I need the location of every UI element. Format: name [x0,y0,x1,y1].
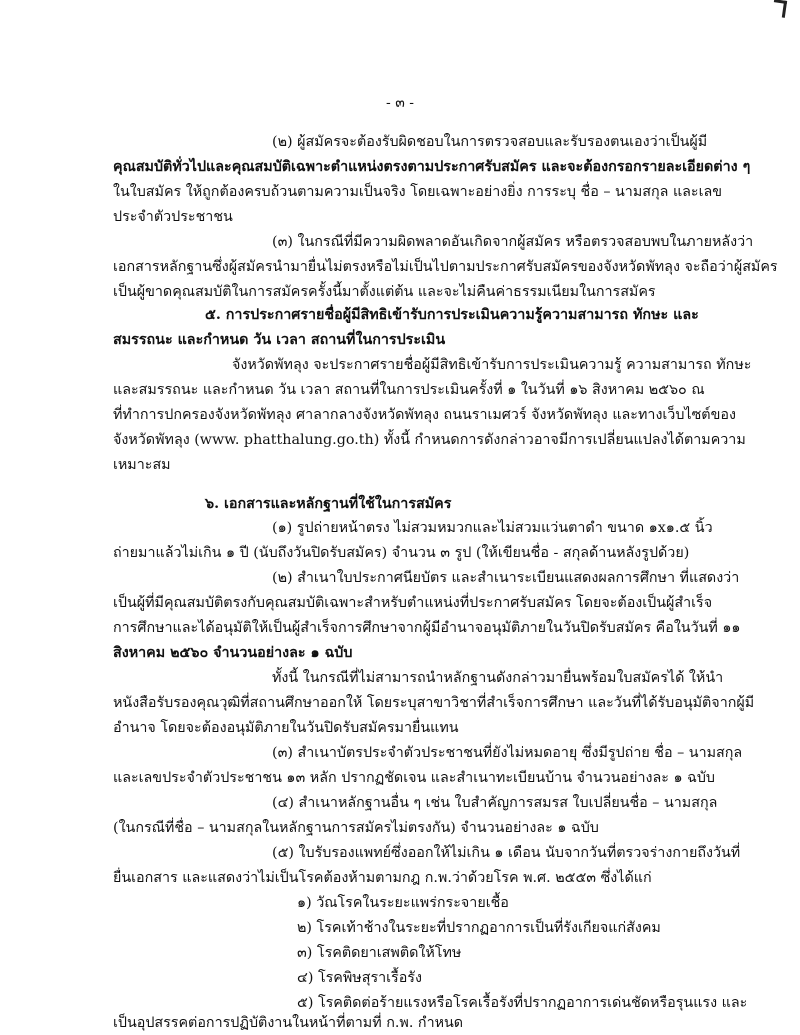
scan-corner-mark [772,0,787,18]
list-item: ๒) โรคเท้าช้างในระยะที่ปรากฏอาการเป็นที่รังเกียจแก่สังคม [297,920,661,936]
text-line: (๕) ใบรับรองแพทย์ซึ่งออกให้ไม่เกิน ๑ เดือน นับจากวันที่ตรวจร่างกายถึงวันที่ [272,845,741,861]
text-line: เป็นผู้ขาดคุณสมบัติในการสมัครครั้งนี้มาตั้งแต่ต้น และจะไม่คืนค่าธรรมเนียมในการสมัคร [113,284,656,300]
text-line: ประจำตัวประชาชน [113,209,233,225]
text-line: เป็นอุปสรรคต่อการปฏิบัติงานในหน้าที่ตามที่ ก.พ. กำหนด [113,1015,464,1031]
text-line: ในใบสมัคร ให้ถูกต้องครบถ้วนตามความเป็นจริง โดยเฉพาะอย่างยิ่ง การระบุ ชื่อ – นามสกุล และเลข [113,184,723,200]
section-heading-6: ๖. เอกสารและหลักฐานที่ใช้ในการสมัคร [205,496,452,512]
text-line: จังหวัดพัทลุง จะประกาศรายชื่อผู้มีสิทธิเข้ารับการประเมินความรู้ ความสามารถ ทักษะ [232,357,752,373]
list-item: ๓) โรคติดยาเสพติดให้โทษ [297,945,462,961]
text-line: ถ่ายมาแล้วไม่เกิน ๑ ปี (นับถึงวันปิดรับสมัคร) จำนวน ๓ รูป (ให้เขียนชื่อ - สกุลด้านหลังรูปด้วย) [113,545,690,561]
text-line: สิงหาคม ๒๕๖๐ จำนวนอย่างละ ๑ ฉบับ [113,645,353,661]
list-item: ๔) โรคพิษสุราเรื้อรัง [297,970,422,986]
section-heading-5: ๕. การประกาศรายชื่อผู้มีสิทธิเข้ารับการประเมินความรู้ความสามารถ ทักษะ และ [205,307,699,323]
text-line: (ในกรณีที่ชื่อ – นามสกุลในหลักฐานการสมัครไม่ตรงกัน) จำนวนอย่างละ ๑ ฉบับ [113,820,599,836]
text-line: ยื่นเอกสาร และแสดงว่าไม่เป็นโรคต้องห้ามตามกฎ ก.พ.ว่าด้วยโรค พ.ศ. ๒๕๕๓ ซึ่งได้แก่ [113,870,652,886]
text-line: (๓) สำเนาบัตรประจำตัวประชาชนที่ยังไม่หมดอายุ ซึ่งมีรูปถ่าย ชื่อ – นามสกุล [272,745,743,761]
text-line: (๓) ในกรณีที่มีความผิดพลาดอันเกิดจากผู้สมัคร หรือตรวจสอบพบในภายหลังว่า [272,234,754,250]
text-line: ที่ทำการปกครองจังหวัดพัทลุง ศาลากลางจังหวัดพัทลุง ถนนราเมศวร์ จังหวัดพัทลุง และทางเว็บไซต์ของ [113,407,736,423]
section-heading-5-cont: สมรรถนะ และกำหนด วัน เวลา สถานที่ในการประเมิน [113,332,446,348]
list-item: ๕) โรคติดต่อร้ายแรงหรือโรคเรื้อรังที่ปรากฏอาการเด่นชัดหรือรุนแรง และ [297,995,748,1011]
text-line: การศึกษาและได้อนุมัติให้เป็นผู้สำเร็จการศึกษาจากผู้มีอำนาจอนุมัติภายในวันปิดรับสมัคร คือในวันที่ ๑๑ [113,620,741,636]
text-line: (๒) สำเนาใบประกาศนียบัตร และสำเนาระเบียนแสดงผลการศึกษา ที่แสดงว่า [272,570,740,586]
text-line: (๑) รูปถ่ายหน้าตรง ไม่สวมหมวกและไม่สวมแว่นตาดำ ขนาด ๑x๑.๕ นิ้ว [272,520,713,536]
text-line: คุณสมบัติทั่วไปและคุณสมบัติเฉพาะตำแหน่งตรงตามประกาศรับสมัคร และจะต้องกรอกรายละเอียดต่าง ๆ [113,159,751,175]
text-line: หนังสือรับรองคุณวุฒิที่สถานศึกษาออกให้ โดยระบุสาขาวิชาที่สำเร็จการศึกษา และวันที่ได้รับอนุมัติจากผู้มี [113,695,755,711]
text-line: และสมรรถนะ และกำหนด วัน เวลา สถานที่ในการประเมินครั้งที่ ๑ ในวันที่ ๑๖ สิงหาคม ๒๕๖๐ ณ [113,382,705,398]
text-line: ทั้งนี้ ในกรณีที่ไม่สามารถนำหลักฐานดังกล่าวมายื่นพร้อมใบสมัครได้ ให้นำ [272,670,724,686]
text-line: เอกสารหลักฐานซึ่งผู้สมัครนำมายื่นไม่ตรงหรือไม่เป็นไปตามประกาศรับสมัครของจังหวัดพัทลุง จะถือว่าผู้สมัคร [113,259,778,275]
page-number: - ๓ - [386,95,414,111]
text-line: อำนาจ โดยจะต้องอนุมัติภายในวันปิดรับสมัครมายื่นแทน [113,720,459,736]
text-line: และเลขประจำตัวประชาชน ๑๓ หลัก ปรากฏชัดเจน และสำเนาทะเบียนบ้าน จำนวนอย่างละ ๑ ฉบับ [113,770,715,786]
list-item: ๑) วัณโรคในระยะแพร่กระจายเชื้อ [297,895,509,911]
text-line: เหมาะสม [113,457,171,473]
text-line: (๔) สำเนาหลักฐานอื่น ๆ เช่น ใบสำคัญการสมรส ใบเปลี่ยนชื่อ – นามสกุล [272,795,718,811]
text-line: เป็นผู้ที่มีคุณสมบัติตรงกับคุณสมบัติเฉพาะสำหรับตำแหน่งที่ประกาศรับสมัคร โดยจะต้องเป็นผู้สำเร็จ [113,595,713,611]
text-line: (๒) ผู้สมัครจะต้องรับผิดชอบในการตรวจสอบและรับรองตนเองว่าเป็นผู้มี [272,134,708,150]
text-line: จังหวัดพัทลุง (www. phatthalung.go.th) ทั้งนี้ กำหนดการดังกล่าวอาจมีการเปลี่ยนแปลงได้ตามความ [113,432,746,448]
